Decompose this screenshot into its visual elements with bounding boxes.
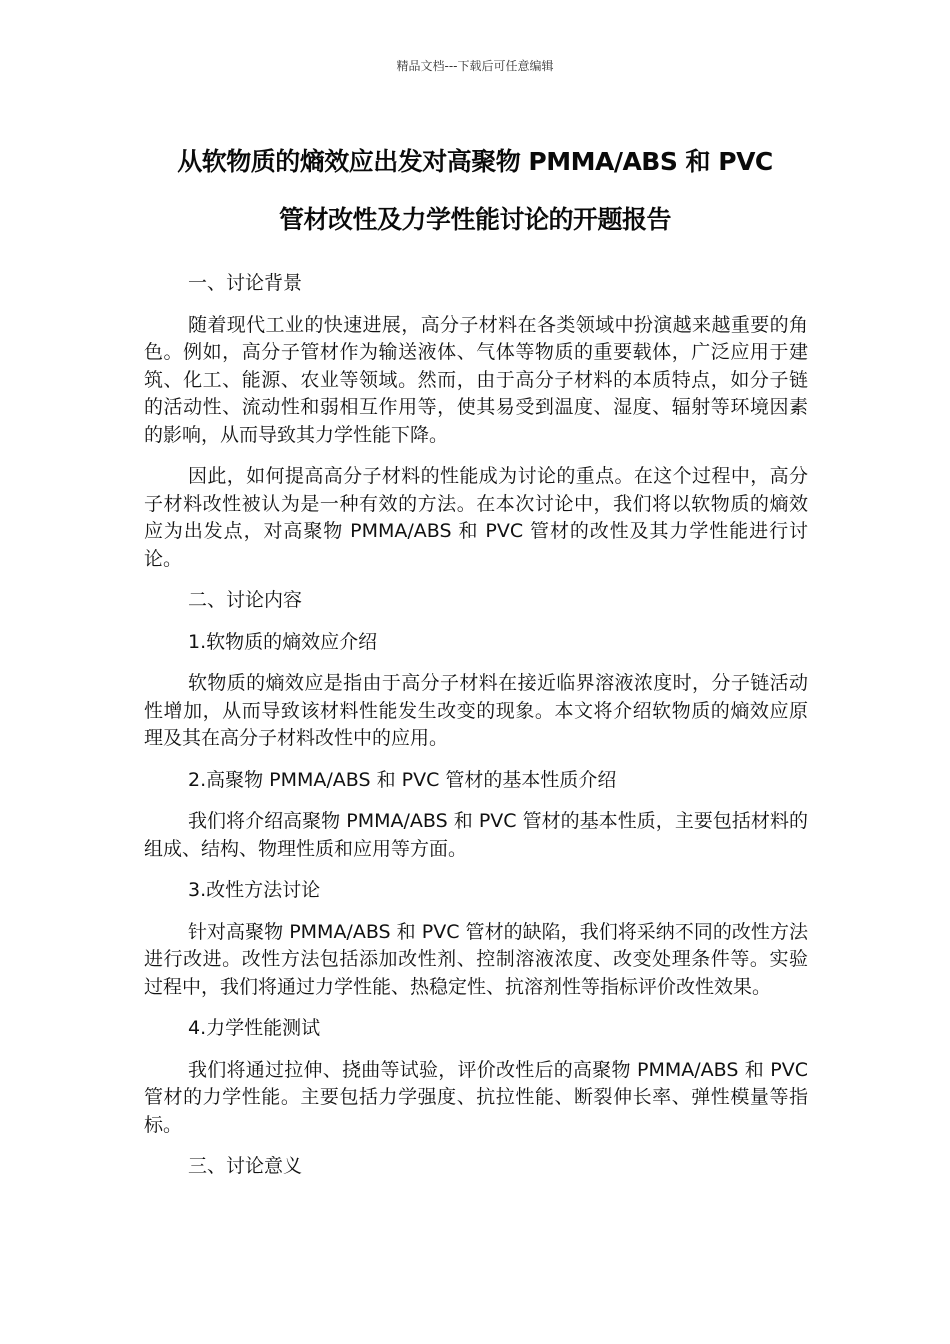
- paragraph: 我们将介绍高聚物 PMMA/ABS 和 PVC 管材的基本性质，主要包括材料的组成、结构、物理性质和应用等方面。: [144, 810, 808, 860]
- paragraph: 针对高聚物 PMMA/ABS 和 PVC 管材的缺陷，我们将采纳不同的改性方法进行改进。改性方法包括添加改性剂、控制溶液浓度、改变处理条件等。实验过程中，我们将通过力学性能、热稳定性、抗溶剂性等指标评价改性效果。: [144, 920, 808, 998]
- section-heading: 三、讨论意义: [188, 1155, 303, 1177]
- paragraph: 我们将通过拉伸、挠曲等试验，评价改性后的高聚物 PMMA/ABS 和 PVC 管材的力学性能。主要包括力学强度、抗拉性能、断裂伸长率、弹性模量等指标。: [144, 1058, 808, 1136]
- subsection-heading: 2.高聚物 PMMA/ABS 和 PVC 管材的基本性质介绍: [188, 768, 617, 791]
- document-title: [120, 133, 830, 249]
- subsection-heading: 3.改性方法讨论: [188, 879, 321, 901]
- subsection-heading: 4.力学性能测试: [188, 1017, 321, 1039]
- paragraph: 软物质的熵效应是指由于高分子材料在接近临界溶液浓度时，分子链活动性增加，从而导致该材料性能发生改变的现象。本文将介绍软物质的熵效应原理及其在高分子材料改性中的应用。: [144, 672, 808, 749]
- document-body: [144, 270, 808, 1195]
- title-line-1: 从软物质的熵效应出发对高聚物 PMMA/ABS 和 PVC: [177, 147, 773, 176]
- paragraph: 随着现代工业的快速进展，高分子材料在各类领域中扮演越来越重要的角色。例如，高分子管材作为输送液体、气体等物质的重要载体，广泛应用于建筑、化工、能源、农业等领域。然而，由于高分子材料的本质特点，如分子链的活动性、流动性和弱相互作用等，使其易受到温度、湿度、辐射等环境因素的影响，从而导致其力学性能下降。: [144, 313, 808, 446]
- header-note: 精品文档---下载后可任意编辑: [396, 59, 554, 73]
- paragraph: 因此，如何提高高分子材料的性能成为讨论的重点。在这个过程中，高分子材料改性被认为是一种有效的方法。在本次讨论中，我们将以软物质的熵效应为出发点，对高聚物 PMMA/ABS 和 PVC 管材的改性及其力学性能进行讨论。: [144, 465, 808, 570]
- section-heading: 一、讨论背景: [188, 272, 303, 294]
- title-line-2: 管材改性及力学性能讨论的开题报告: [278, 205, 671, 234]
- subsection-heading: 1.软物质的熵效应介绍: [188, 630, 378, 653]
- section-heading: 二、讨论内容: [188, 589, 303, 611]
